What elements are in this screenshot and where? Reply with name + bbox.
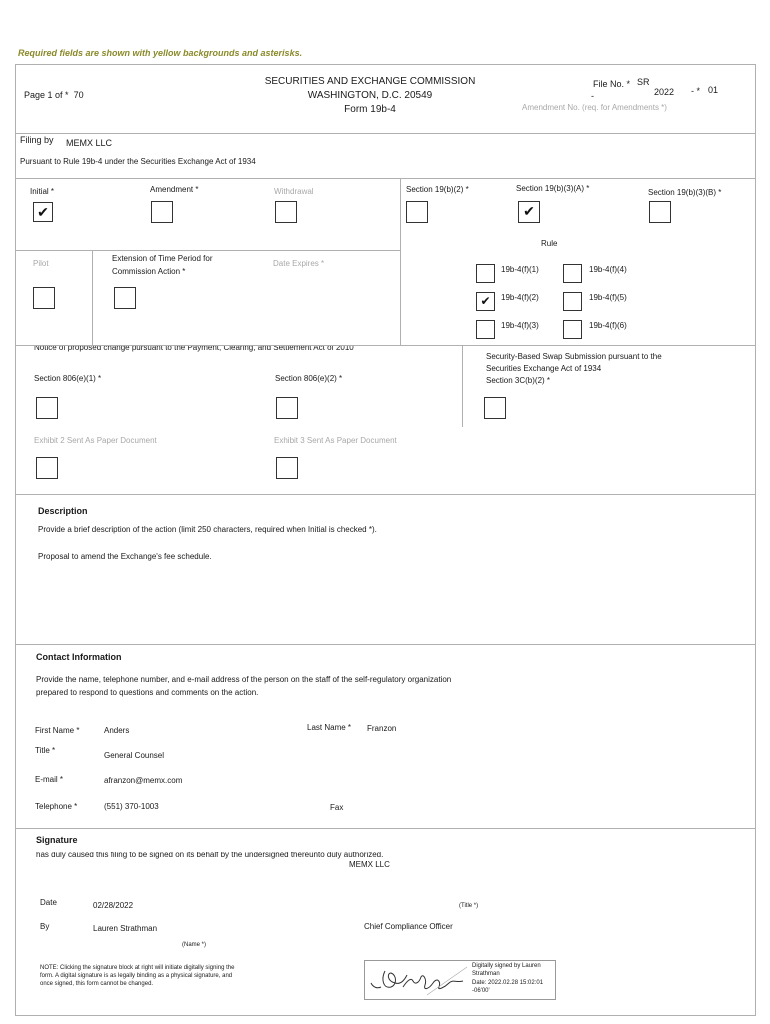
title-hint: (Title *) [459,903,479,909]
section-19b3b-label: Section 19(b)(3)(B) * [648,188,722,197]
exhibit2-label: Exhibit 2 Sent As Paper Document [34,436,157,445]
rule-title: Rule [541,239,558,248]
rule-f1-label: 19b-4(f)(1) [501,265,539,274]
description-text[interactable]: Proposal to amend the Exchange's fee schedule. [38,552,212,561]
filing-by-label: Filing by [20,135,54,145]
amendment-label: Amendment * [150,185,199,194]
amendment-no-label: Amendment No. (req. for Amendments *) [522,103,667,112]
pilot-label: Pilot [33,259,49,268]
rule-f5-checkbox[interactable] [563,292,582,311]
note-line2: form. A digital signature is as legally binding as a physical signature, and [40,973,233,979]
file-no-label: File No. * [593,79,631,89]
telephone-label: Telephone * [35,802,78,811]
email-value[interactable]: afranzon@memx.com [104,776,183,785]
exhibit3-checkbox[interactable] [276,457,298,479]
rule-f4-label: 19b-4(f)(4) [589,265,627,274]
form-name: Form 19b-4 [344,104,396,115]
description-frame [15,494,756,645]
digital-line3: Date: 2022.02.28 15:02:01 [472,980,544,986]
section-19b2-checkbox[interactable] [406,201,428,223]
pilot-checkbox[interactable] [33,287,55,309]
rule-f1-checkbox[interactable] [476,264,495,283]
page-label: Page 1 of * 70 [24,90,84,100]
rule-f2-label: 19b-4(f)(2) [501,293,539,302]
section-806e2-label: Section 806(e)(2) * [275,374,343,383]
rule-f4-checkbox[interactable] [563,264,582,283]
initial-checkbox[interactable]: ✔ [33,202,53,222]
signature-statement: has duly caused this filing to be signed on its behalf by the undersigned thereunto duly authorized. [36,852,384,859]
agency-line2: WASHINGTON, D.C. 20549 [307,90,433,101]
section-19b3a-checkbox[interactable]: ✔ [518,201,540,223]
contact-title: Contact Information [36,652,122,662]
withdrawal-checkbox[interactable] [275,201,297,223]
first-name-label: First Name * [35,726,80,735]
filer-name: MEMX LLC [66,138,113,148]
description-title: Description [38,506,88,516]
signer-name[interactable]: Lauren Strathman [93,924,158,933]
extension-checkbox[interactable] [114,287,136,309]
title-value[interactable]: General Counsel [104,751,165,760]
handwritten-signature [367,961,471,999]
date-value[interactable]: 02/28/2022 [93,901,134,910]
by-label: By [40,922,50,931]
first-name-value[interactable]: Anders [104,726,130,735]
exhibit2-checkbox[interactable] [36,457,58,479]
rule-f3-label: 19b-4(f)(3) [501,321,539,330]
initial-label: Initial * [30,187,55,196]
section-19b2-label: Section 19(b)(2) * [406,185,469,194]
file-no-prefix: SR [637,77,650,87]
signature-entity: MEMX LLC [349,860,390,869]
notice-title: Notice of proposed change pursuant to the Payment, Clearing, and Settlement Act of 2010 [34,346,354,352]
signer-title[interactable]: Chief Compliance Officer [364,922,453,931]
rule-f2-checkbox[interactable]: ✔ [476,292,495,311]
section-19b3b-checkbox[interactable] [649,201,671,223]
pursuant-text: Pursuant to Rule 19b-4 under the Securities Exchange Act of 1934 [20,157,256,166]
description-instruction: Provide a brief description of the action (limit 250 characters, required when Initial is checked *). [38,525,377,534]
signature-title: Signature [36,835,78,845]
section-806e1-label: Section 806(e)(1) * [34,374,102,383]
note-line3: once signed, this form cannot be changed. [40,981,154,987]
rule-f5-label: 19b-4(f)(5) [589,293,627,302]
exhibit3-label: Exhibit 3 Sent As Paper Document [274,436,397,445]
last-name-value[interactable]: Franzon [367,724,397,733]
date-label: Date [40,898,57,907]
last-name-label: Last Name * [307,723,352,732]
withdrawal-label: Withdrawal [274,187,314,196]
page-total: 70 [73,90,84,100]
date-expires-label: Date Expires * [273,259,325,268]
swap-label-line1: Security-Based Swap Submission pursuant to the [486,352,662,361]
section-806e1-checkbox[interactable] [36,397,58,419]
file-no-seq[interactable]: 01 [708,85,719,95]
contact-instruction-line1: Provide the name, telephone number, and e-mail address of the person on the staff of the self-regulatory organization [36,675,452,684]
rule-f3-checkbox[interactable] [476,320,495,339]
telephone-value[interactable]: (551) 370-1003 [104,802,159,811]
extension-label-line2: Commission Action * [112,267,186,276]
file-no-year[interactable]: 2022 [654,87,675,97]
digital-line2: Strathman [472,971,500,977]
note-line1: NOTE: Clicking the signature block at right will initiate digitally signing the [40,965,235,971]
section-806e2-checkbox[interactable] [276,397,298,419]
required-fields-note: Required fields are shown with yellow backgrounds and asterisks. [18,48,303,58]
file-no-sep: - * [691,86,700,96]
swap-label-line2: Securities Exchange Act of 1934 [486,364,602,373]
swap-checkbox[interactable] [484,397,506,419]
email-label: E-mail * [35,775,64,784]
section-19b3a-label: Section 19(b)(3)(A) * [516,184,590,193]
file-no-dash: - [591,91,594,101]
extension-label-line1: Extension of Time Period for [112,254,213,263]
amendment-checkbox[interactable] [151,201,173,223]
digital-signature-block[interactable] [364,960,556,1000]
rule-f6-label: 19b-4(f)(6) [589,321,627,330]
contact-instruction-line2: prepared to respond to questions and comments on the action. [36,688,259,697]
name-hint: (Name *) [182,942,207,948]
title-label: Title * [35,746,56,755]
swap-label-line3: Section 3C(b)(2) * [486,376,551,385]
digital-line1: Digitally signed by Lauren [472,963,541,969]
fax-label: Fax [330,803,344,812]
agency-line1: SECURITIES AND EXCHANGE COMMISSION [264,76,476,87]
digital-line4: -06'00' [472,988,490,994]
rule-f6-checkbox[interactable] [563,320,582,339]
